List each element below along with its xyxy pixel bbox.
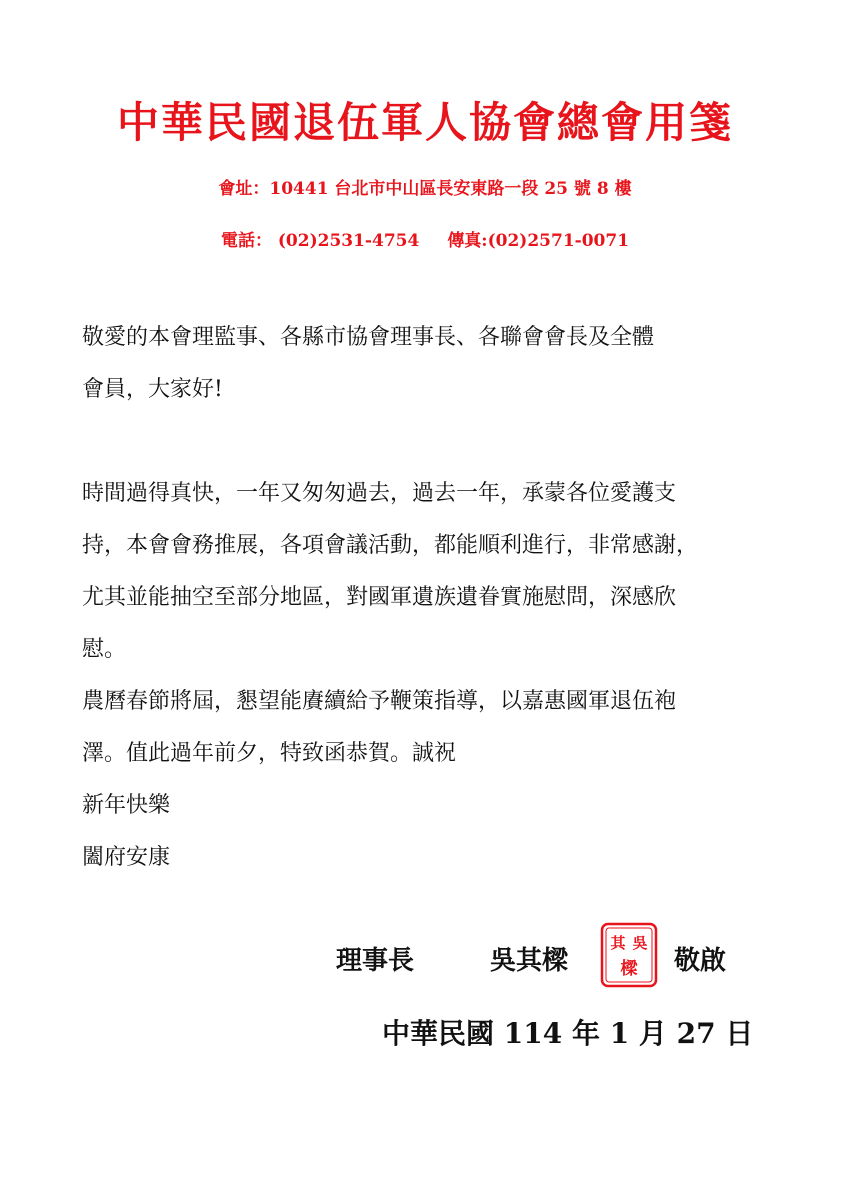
greeting-line: 敬愛的本會理監事、各縣市協會理事長、各聯會會長及全體 <box>82 325 655 350</box>
paragraph-line: 時間過得真快，一年又匆匆過去，過去一年，承蒙各位愛護支 <box>82 481 677 506</box>
blessings <box>82 780 762 884</box>
paragraph-line: 農曆春節將屆，懇望能賡續給予鞭策指導，以嘉惠國軍退伍袍 <box>82 689 677 714</box>
paragraph-line: 尤其並能抽空至部分地區，對國軍遺族遺眷實施慰問，深感欣 <box>82 585 677 610</box>
paragraph-line: 慰。 <box>82 637 127 662</box>
blessing-line-2: 闔府安康 <box>82 845 171 870</box>
paragraph-line: 澤。值此過年前夕，特致函恭賀。誠祝 <box>82 741 457 766</box>
paragraph-2 <box>82 676 762 780</box>
svg-text:其: 其 <box>610 934 626 952</box>
red-seal-icon <box>600 922 658 988</box>
letterhead-contact <box>0 226 850 251</box>
svg-text:吳: 吳 <box>632 934 648 952</box>
paragraph-line: 持，本會會務推展，各項會議活動，都能順利進行，非常感謝， <box>82 533 699 558</box>
letterhead-title: 中華民國退伍軍人協會總會用箋 <box>116 98 733 147</box>
letterhead-address: 會址：10441 台北市中山區長安東路一段 25 號 8 樓 <box>218 179 632 199</box>
phone-number: 電話： (02)2531-4754 <box>220 231 420 251</box>
signature-block <box>0 936 850 996</box>
paragraph-1 <box>82 468 762 676</box>
svg-text:樑: 樑 <box>620 959 638 979</box>
blessing-line-1: 新年快樂 <box>82 793 171 818</box>
greeting-line: 會員，大家好! <box>82 377 223 402</box>
fax-number: 傳真:(02)2571-0071 <box>447 231 630 251</box>
signer-title: 理事長 <box>336 946 415 976</box>
closing-word: 敬啟 <box>674 946 727 976</box>
greeting <box>82 312 762 416</box>
signer-name: 吳其樑 <box>490 946 569 976</box>
letter-date: 中華民國 114 年 1 月 27 日 <box>382 1017 754 1050</box>
